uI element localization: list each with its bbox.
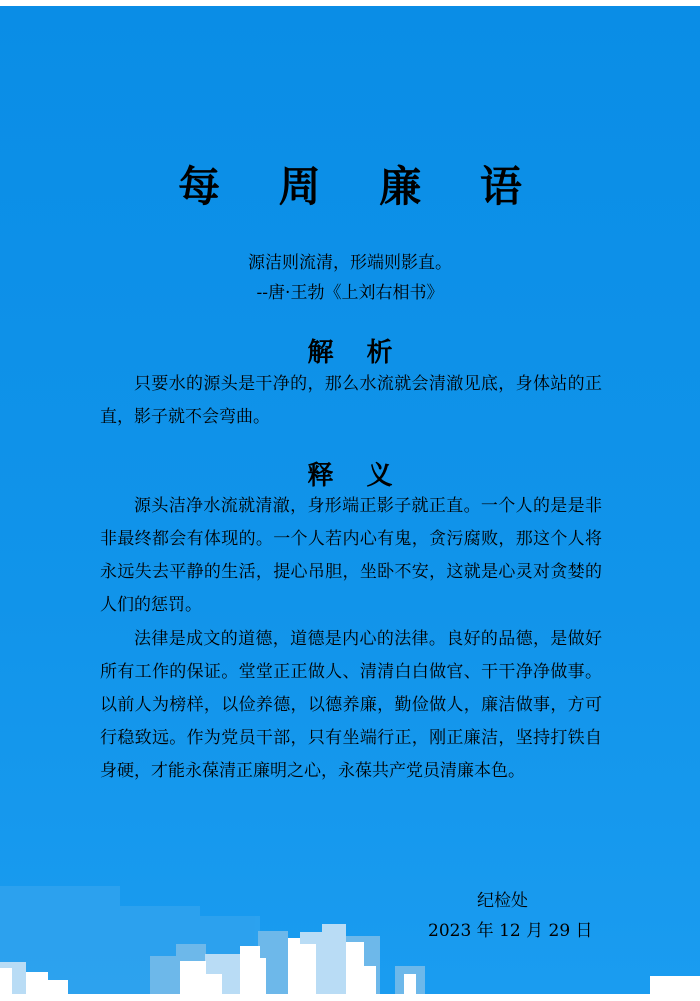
quote-source: --唐·王勃《上刘右相书》 (256, 283, 444, 303)
section-heading-interpretation: 释 义 (307, 461, 405, 491)
section-heading-analysis: 解 析 (307, 338, 405, 368)
signature-date: 2023 年 12 月 29 日 (428, 921, 593, 941)
poster-page (0, 6, 700, 994)
interpretation-paragraph-1: 源头洁净水流就清澈，身形端正影子就正直。一个人的是是非非最终都会有体现的。一个人若内心有鬼，贪污腐败，那这个人将永远失去平静的生活，提心吊胆，坐卧不安，这就是心灵对贪婪的人们的惩罚。 (100, 496, 602, 615)
signature-organization: 纪检处 (477, 891, 528, 911)
quote-line-1: 源洁则流清，形端则影直。 (248, 253, 452, 273)
analysis-paragraph: 只要水的源头是干净的，那么水流就会清澈见底，身体站的正直，影子就不会弯曲。 (100, 374, 602, 427)
interpretation-paragraph-2: 法律是成文的道德，道德是内心的法律。良好的品德，是做好所有工作的保证。堂堂正正做人、清清白白做官、干干净净做事。以前人为榜样，以俭养德，以德养廉，勤俭做人，廉洁做事，方可行稳致远。作为党员干部，只有坐端行正，刚正廉洁，坚持打铁自身硬，才能永葆清正廉明之心，永葆共产党员清廉本色。 (100, 629, 602, 781)
cloud-decoration (0, 846, 700, 994)
page-title: 每 周 廉 语 (178, 162, 544, 211)
